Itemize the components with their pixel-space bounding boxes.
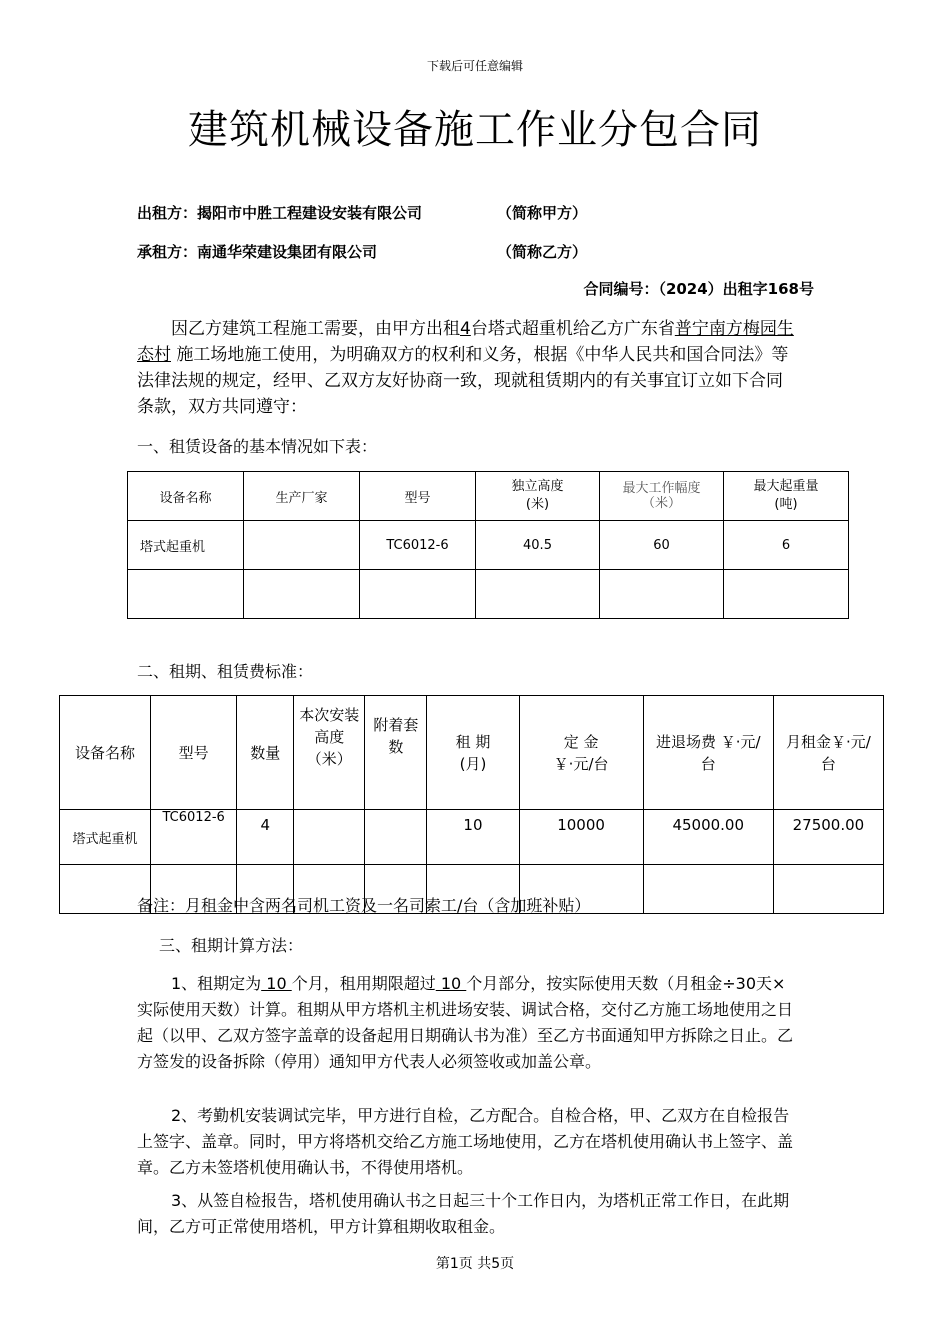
lessor-label: 出租方：揭阳市中胜工程建设安装有限公司 xyxy=(137,204,423,222)
table-row xyxy=(128,570,849,619)
t2-cell-deposit: 10000 xyxy=(519,810,643,865)
equipment-table-header xyxy=(128,472,849,521)
clause1-text-1: 1、租期定为 xyxy=(171,974,262,993)
t1-header-name: 设备名称 xyxy=(128,472,244,521)
t2-header-tie-sets: 附着套数 xyxy=(365,696,427,810)
intro-location: 普宁南方梅园生态村 xyxy=(137,319,794,365)
t1-cell-name: 塔式起重机 xyxy=(128,521,244,570)
table-row xyxy=(128,521,849,570)
remark: 备注：月租金中含两名司机工资及一名司索工/台（含加班补贴） xyxy=(137,896,591,915)
t2-header-term: 租 期 (月) xyxy=(427,696,519,810)
clause1-months-2: 10 xyxy=(435,974,467,993)
t2-header-model: 型号 xyxy=(151,696,237,810)
t2-header-name: 设备名称 xyxy=(60,696,151,810)
t1-header-maker: 生产厂家 xyxy=(244,472,360,521)
t2-cell-name: 塔式起重机 xyxy=(60,810,151,865)
t1-cell-height: 40.5 xyxy=(476,521,600,570)
t2-cell-install-height xyxy=(294,810,365,865)
t1-header-height: 独立高度 (米) xyxy=(476,472,600,521)
t2-cell-tie-sets xyxy=(365,810,427,865)
section3-title: 三、租期计算方法： xyxy=(159,936,304,955)
lessee-label: 承租方：南通华荣建设集团有限公司 xyxy=(137,243,378,261)
t2-cell-monthly-rent: 27500.00 xyxy=(773,810,883,865)
t1-header-radius: 最大工作幅度 （米） xyxy=(600,472,724,521)
section2-title: 二、租期、租赁费标准： xyxy=(137,662,314,681)
t2-cell-model: TC6012-6 xyxy=(151,810,237,865)
clause1-text-3: 个月部分，按实际使用天数（月租金÷30天×实际使用天数）计算。租期从甲方塔机主机进场安装、调试合格，交付乙方施工场地使用之日起（以甲、乙双方签字盖章的设备起用日期确认书为准）至乙方书面通知甲方拆除之日止。乙方签发的设备拆除（停用）通知甲方代表人必须签收或加盖公章。 xyxy=(137,974,794,1071)
t2-header-deposit: 定 金 ￥·元/台 xyxy=(519,696,643,810)
section1-title: 一、租赁设备的基本情况如下表： xyxy=(137,437,378,456)
intro-quantity: 4 xyxy=(460,319,471,339)
intro-text-1: 因乙方建筑工程施工需要，由甲方出租 xyxy=(171,319,460,339)
clause1-text-2: 个月，租用期限超过 xyxy=(291,974,436,993)
header-note: 下载后可任意编辑 xyxy=(426,59,523,73)
t1-cell-model: TC6012-6 xyxy=(360,521,476,570)
t2-cell-mobilization-fee: 45000.00 xyxy=(643,810,773,865)
t2-cell-qty: 4 xyxy=(237,810,294,865)
page-footer: 第1页 共5页 xyxy=(435,1256,515,1272)
lessor-line xyxy=(137,202,588,223)
intro-text-3: 施工场地施工使用，为明确双方的权利和义务，根据《中华人民共和国合同法》等法律法规的规定，经甲、乙双方友好协商一致，现就租赁期内的有关事宜订立如下合同条款，双方共同遵守： xyxy=(137,345,789,417)
clause-3: 3、从签自检报告，塔机使用确认书之日起三十个工作日内，为塔机正常工作日，在此期间，乙方可正常使用塔机，甲方计算租期收取租金。 xyxy=(137,1191,790,1236)
lessee-line xyxy=(137,241,588,262)
t1-cell-capacity: 6 xyxy=(724,521,849,570)
intro-paragraph xyxy=(137,316,797,420)
t2-cell-term: 10 xyxy=(427,810,519,865)
rental-table-header xyxy=(60,696,884,810)
lessor-abbr: （简称甲方） xyxy=(497,204,588,222)
t2-header-mobilization-fee: 进退场费 ￥·元/台 xyxy=(643,696,773,810)
clause-2: 2、考勤机安装调试完毕，甲方进行自检，乙方配合。自检合格，甲、乙双方在自检报告上签字、盖章。同时，甲方将塔机交给乙方施工场地使用，乙方在塔机使用确认书上签字、盖章。乙方未签塔机使用确认书，不得使用塔机。 xyxy=(137,1106,794,1177)
lessee-abbr: （简称乙方） xyxy=(497,243,588,261)
t1-cell-radius: 60 xyxy=(600,521,724,570)
rental-fee-table xyxy=(59,695,884,914)
t2-header-monthly-rent: 月租金￥·元/台 xyxy=(773,696,883,810)
equipment-table xyxy=(127,471,849,619)
t1-header-capacity: 最大起重量 (吨) xyxy=(724,472,849,521)
document-title: 建筑机械设备施工作业分包合同 xyxy=(188,107,762,153)
contract-number: 合同编号：（2024）出租字168号 xyxy=(583,280,814,298)
table-row xyxy=(60,810,884,865)
clause1-months-1: 10 xyxy=(261,974,292,993)
t1-cell-maker xyxy=(244,521,360,570)
clause-1 xyxy=(137,971,797,1075)
t2-header-install-height: 本次安装高度（米） xyxy=(294,696,365,810)
t2-header-qty: 数量 xyxy=(237,696,294,810)
t1-header-model: 型号 xyxy=(360,472,476,521)
intro-text-2: 台塔式超重机给乙方广东省 xyxy=(470,319,675,339)
